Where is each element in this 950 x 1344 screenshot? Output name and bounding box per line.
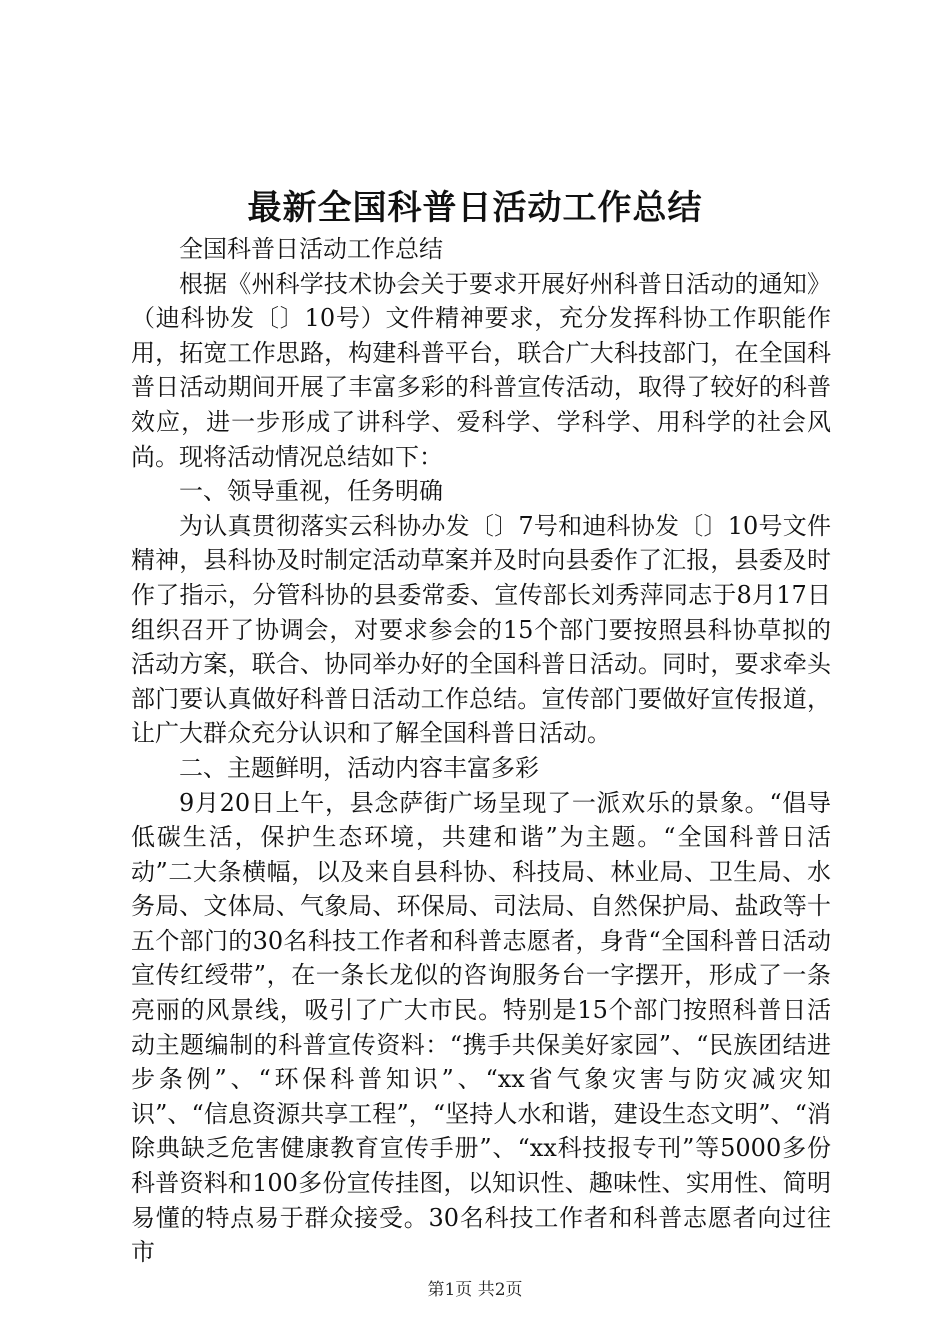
page-number-footer: 第1页 共2页	[427, 1280, 523, 1300]
subtitle-paragraph: 全国科普日活动工作总结	[179, 235, 443, 263]
intro-paragraph: 根据《州科学技术协会关于要求开展好州科普日活动的通知》（迪科协发〔〕10号）文件精神要求，充分发挥科协工作职能作用，拓宽工作思路，构建科普平台，联合广大科技部门，在全国科普日活动期间开展了丰富多彩的科普宣传活动，取得了较好的科普效应，进一步形成了讲科学、爱科学、学科学、用科学的社会风尚。现将活动情况总结如下：	[131, 269, 831, 471]
document-body	[131, 232, 831, 1270]
section-paragraph-2: 9月20日上午，县念萨街广场呈现了一派欢乐的景象。“倡导低碳生活，保护生态环境，共建和谐”为主题。“全国科普日活动”二大条横幅，以及来自县科协、科技局、林业局、卫生局、水务局、文体局、气象局、环保局、司法局、自然保护局、盐政等十五个部门的30名科技工作者和科普志愿者，身背“全国科普日活动宣传红绶带”，在一条长龙似的咨询服务台一字摆开，形成了一条亮丽的风景线，吸引了广大市民。特别是15个部门按照科普日活动主题编制的科普宣传资料：“携手共保美好家园”、“民族团结进步条例”、“环保科普知识”、“xx省气象灾害与防灾减灾知识”、“信息资源共享工程”，“坚持人水和谐，建设生态文明”、“消除典缺乏危害健康教育宣传手册”、“xx科技报专刊”等5000多份科普资料和100多份宣传挂图，以知识性、趣味性、实用性、简明易懂的特点易于群众接受。30名科技工作者和科普志愿者向过往市	[131, 788, 831, 1267]
section-paragraph-1: 为认真贯彻落实云科协办发〔〕7号和迪科协发〔〕10号文件精神，县科协及时制定活动草案并及时向县委作了汇报，县委及时作了指示，分管科协的县委常委、宣传部长刘秀萍同志于8月17日组织召开了协调会，对要求参会的15个部门要按照县科协草拟的活动方案，联合、协同举办好的全国科普日活动。同时，要求牵头部门要认真做好科普日活动工作总结。宣传部门要做好宣传报道，让广大群众充分认识和了解全国科普日活动。	[131, 511, 831, 748]
section-heading-2: 二、主题鲜明，活动内容丰富多彩	[179, 753, 539, 782]
document-title: 最新全国科普日活动工作总结	[247, 188, 703, 228]
section-heading-1: 一、领导重视，任务明确	[179, 477, 443, 506]
